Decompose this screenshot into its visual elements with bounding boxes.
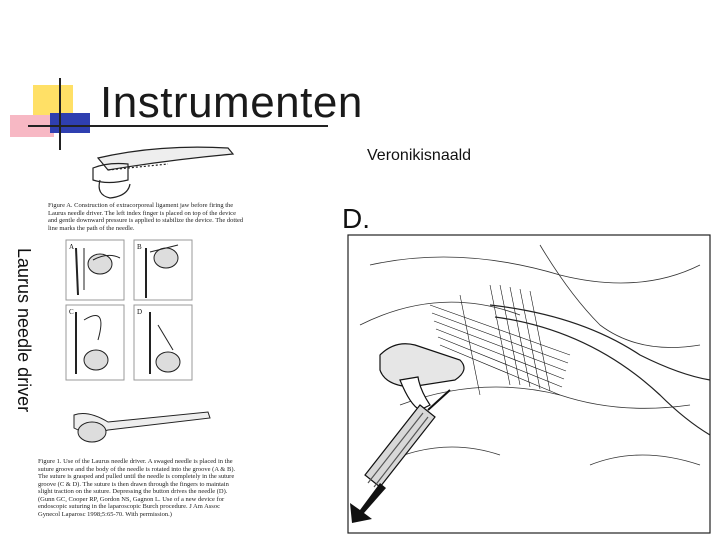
veronikis-needle-illustration	[340, 205, 715, 535]
panel-letter-d: D	[137, 308, 143, 316]
figure-a-caption: Figure A. Construction of extracorporeal ligament jaw before firing the Laurus needle driver. The left index finger is placed on top of the device and gentle downward pressure is applied to stabilize the device. The dotted line marks the path of the needle.	[48, 202, 244, 232]
panel-letter-a: A	[69, 243, 75, 251]
laurus-needle-driver-figure	[38, 140, 248, 535]
figure-1-caption: Figure 1. Use of the Laurus needle driver. A swaged needle is placed in the suture groove and the body of the needle is rotated into the groove (A & B). The suture is grasped and pulled until the needle is completely in the suture groove (C & D). The suture is then drawn through the fingers to maintain slight traction on the suture. Depressing the button drives the needle (D). (Gunn GC, Cooper RP, Gordon NS, Gagnon L. Use of a new device for endoscopic suturing in the laparoscopic Burch procedure. J Am Assoc Gynecol Laparosc 1998;5:65-70. With permission.)	[38, 458, 236, 518]
slide-title: Instrumenten	[100, 78, 363, 127]
laurus-needle-driver-label: Laurus needle driver	[14, 248, 34, 413]
panel-letter: D.	[342, 203, 370, 234]
veronikis-needle-label: Veronikisnaald	[367, 147, 472, 164]
surgical-drawing	[340, 205, 715, 535]
panel-letter-c: C	[69, 308, 74, 316]
panel-letter-b: B	[137, 243, 142, 251]
decor-blue-square	[50, 113, 90, 133]
direction-arrow-icon	[350, 483, 386, 523]
